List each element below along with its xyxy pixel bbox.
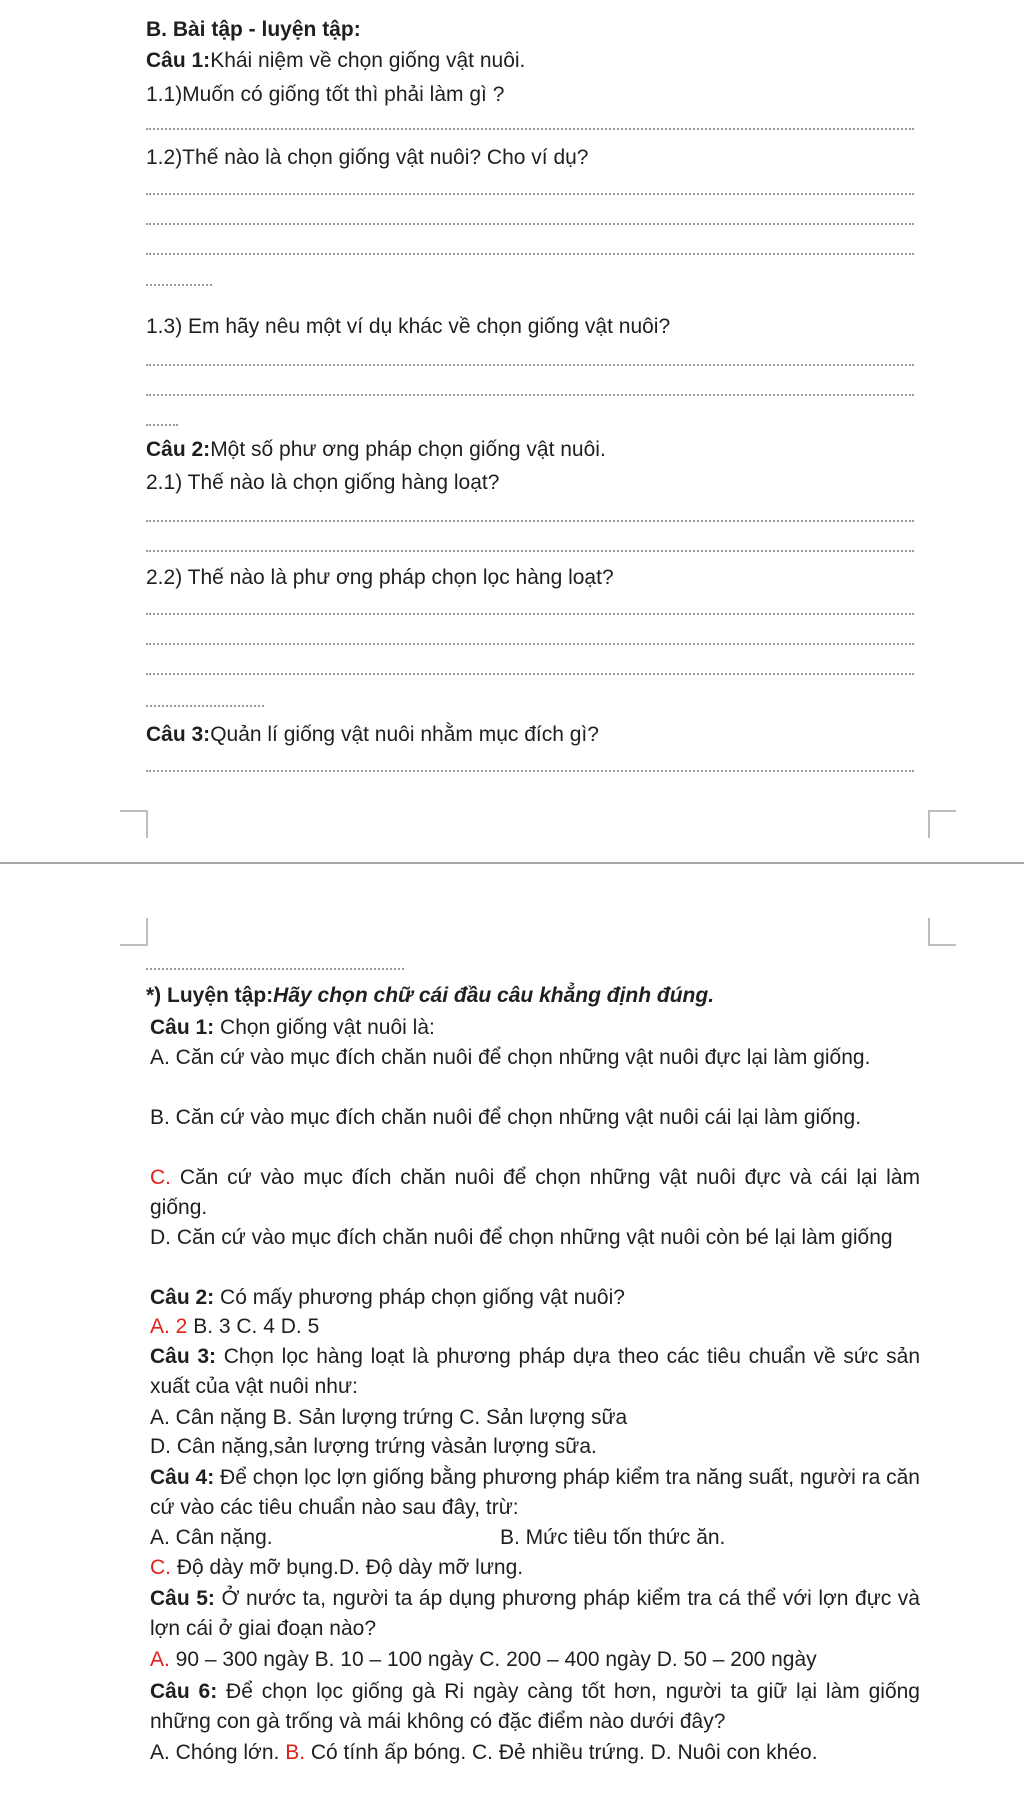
q1-heading [146, 48, 525, 74]
answer-letter: B. [285, 1741, 306, 1764]
option-text: Có tính ấp bóng. C. Đẻ nhiều trứng. D. Nuôi con khéo. [305, 1741, 818, 1764]
q1-1: 1.1)Muốn có giống tốt thì phải làm gì ? [146, 83, 505, 106]
option-text: Độ dày mỡ bụng.D. Độ dày mỡ lưng. [171, 1556, 524, 1579]
answer-line [146, 550, 914, 552]
q1-3: 1.3) Em hãy nêu một ví dụ khác về chọn giống vật nuôi? [146, 315, 671, 338]
option-text: B. 3 C. 4 D. 5 [187, 1315, 320, 1338]
p2-q4-option-a: A. Cân nặng. [150, 1526, 273, 1549]
p2-q1-option-d: D. Căn cứ vào mục đích chăn nuôi để chọn những vật nuôi còn bé lại làm giống [150, 1226, 893, 1249]
answer-line [146, 364, 914, 366]
q2-2: 2.2) Thế nào là phư ơng pháp chọn lọc hàng loạt? [146, 566, 614, 589]
answer-letter: A. 2 [150, 1315, 188, 1338]
option-text: Căn cứ vào mục đích chăn nuôi để chọn những vật nuôi đực và cái lại làm giống. [150, 1166, 920, 1219]
q1-label: Câu 1: [146, 49, 211, 72]
q1-text: Khái niệm về chọn giống vật nuôi. [210, 49, 526, 72]
page-corner-mark [928, 918, 956, 946]
p2-q1-heading [150, 1015, 435, 1041]
p2-q4-question [150, 1463, 920, 1523]
answer-line [146, 193, 914, 195]
answer-line [146, 613, 914, 615]
q1-2: 1.2)Thế nào là chọn giống vật nuôi? Cho ví dụ? [146, 146, 589, 169]
p2-q5-options [150, 1647, 817, 1673]
answer-line [146, 424, 178, 426]
p2-q1-option-a: A. Căn cứ vào mục đích chăn nuôi để chọn những vật nuôi đực lại làm giống. [150, 1046, 871, 1069]
page-corner-mark [928, 810, 956, 838]
q2-text: Một số phư ơng pháp chọn giống vật nuôi. [210, 438, 606, 461]
answer-line [146, 643, 914, 645]
p2-q2-label: Câu 2: [150, 1286, 215, 1309]
q3-heading [146, 722, 599, 748]
p2-q1-option-b: B. Căn cứ vào mục đích chăn nuôi để chọn những vật nuôi cái lại làm giống. [150, 1106, 862, 1129]
answer-line [146, 128, 914, 130]
option-text: 90 – 300 ngày B. 10 – 100 ngày C. 200 – 400 ngày D. 50 – 200 ngày [169, 1648, 817, 1671]
answer-line [146, 223, 914, 225]
p2-q2-heading [150, 1285, 625, 1311]
p2-q6-question [150, 1677, 920, 1737]
practice-instruction: Hãy chọn chữ cái đầu câu khẳng định đúng. [273, 984, 715, 1007]
q3-text: Quản lí giống vật nuôi nhằm mục đích gì? [210, 723, 599, 746]
p2-q5-label: Câu 5: [150, 1587, 215, 1610]
p2-q6-options [150, 1740, 818, 1766]
p2-q6-text: Để chọn lọc giống gà Ri ngày càng tốt hơn, người ta giữ lại làm giống những con gà trống và mái không có đặc điểm nào dưới đây? [150, 1680, 920, 1733]
p2-q1-option-c [150, 1163, 920, 1223]
answer-line [146, 284, 212, 286]
answer-line [146, 253, 914, 255]
q2-heading [146, 437, 606, 463]
answer-line [146, 770, 914, 772]
answer-line [146, 968, 404, 970]
p2-q3-option-d: D. Cân nặng,sản lượng trứng vàsản lượng sữa. [150, 1435, 597, 1458]
p2-q2-text: Có mấy phương pháp chọn giống vật nuôi? [214, 1286, 625, 1309]
p2-q4-options-cd [150, 1555, 523, 1581]
q2-label: Câu 2: [146, 438, 211, 461]
p2-q2-options [150, 1314, 319, 1340]
page-separator [0, 862, 1024, 864]
section-title: B. Bài tập - luyện tập: [146, 18, 361, 41]
answer-line [146, 705, 264, 707]
practice-label: *) Luyện tập: [146, 984, 274, 1007]
p2-q5-text: Ở nước ta, người ta áp dụng phương pháp kiểm tra cá thể với lợn đực và lợn cái ở giai đoạn nào? [150, 1587, 920, 1640]
answer-letter: A. [150, 1648, 170, 1671]
p2-q3-text: Chọn lọc hàng loạt là phương pháp dựa theo các tiêu chuẩn về sức sản xuất của vật nuôi như: [150, 1345, 921, 1398]
p2-q1-text: Chọn giống vật nuôi là: [214, 1016, 435, 1039]
practice-heading [146, 983, 714, 1009]
q3-label: Câu 3: [146, 723, 211, 746]
option-text: A. Chóng lớn. [150, 1741, 286, 1764]
p2-q3-options-abc: A. Cân nặng B. Sản lượng trứng C. Sản lượng sữa [150, 1406, 628, 1429]
p2-q4-option-b: B. Mức tiêu tốn thức ăn. [500, 1526, 726, 1549]
page-corner-mark [120, 810, 148, 838]
answer-line [146, 673, 914, 675]
p2-q3-label: Câu 3: [150, 1345, 217, 1368]
p2-q1-label: Câu 1: [150, 1016, 215, 1039]
answer-letter: C. [150, 1556, 171, 1579]
p2-q3-question [150, 1342, 920, 1402]
p2-q5-question [150, 1584, 920, 1644]
p2-q4-label: Câu 4: [150, 1466, 215, 1489]
page-corner-mark [120, 918, 148, 946]
answer-line [146, 520, 914, 522]
answer-line [146, 394, 914, 396]
answer-letter: C. [150, 1166, 171, 1189]
p2-q4-text: Để chọn lọc lợn giống bằng phương pháp kiểm tra năng suất, người ra căn cứ vào các tiêu chuẩn nào sau đây, trừ: [150, 1466, 920, 1519]
q2-1: 2.1) Thế nào là chọn giống hàng loạt? [146, 471, 500, 494]
p2-q6-label: Câu 6: [150, 1680, 218, 1703]
